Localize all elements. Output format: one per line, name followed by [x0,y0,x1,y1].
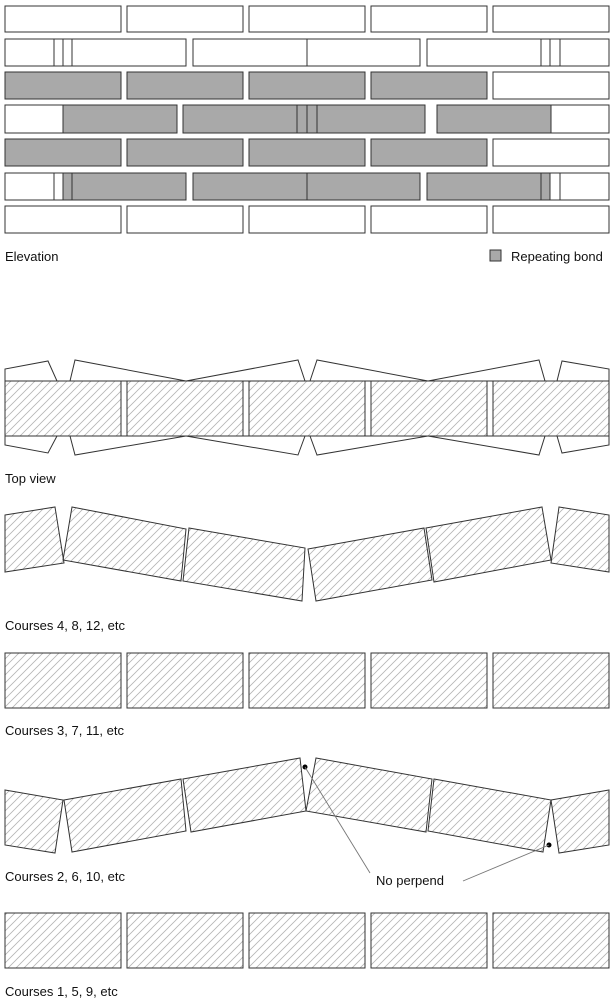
brick [127,206,243,233]
brick [183,758,306,832]
brick [493,913,609,968]
brick [5,653,121,708]
elevation-course-4 [5,105,609,133]
brick [5,206,121,233]
course-3-label: Courses 3, 7, 11, etc [5,723,124,738]
brick-repeating [127,139,243,166]
brick [308,528,432,601]
course-4-plan [5,507,609,633]
brick-repeating [249,72,365,99]
brick [5,381,121,436]
brick-repeating [371,139,487,166]
brick [427,39,609,66]
brick [127,653,243,708]
brick [371,6,487,32]
elevation-course-1 [5,206,609,233]
brick [493,72,609,99]
brick [5,507,64,572]
elevation-view [5,6,609,264]
brick-repeating [183,105,425,133]
top-view [5,360,609,486]
brick [371,913,487,968]
brick [493,381,609,436]
brick [371,206,487,233]
brick-repeating [5,72,121,99]
course-2-label: Courses 2, 6, 10, etc [5,869,125,884]
elevation-course-7 [5,6,609,32]
elevation-course-5 [5,72,609,99]
course-1-plan [5,913,609,999]
brick [249,913,365,968]
course-2-plan [5,758,609,888]
elevation-course-6 [5,39,609,66]
brick [64,779,186,852]
brick-repeating [63,173,186,200]
brick [371,653,487,708]
course-4-label: Courses 4, 8, 12, etc [5,618,125,633]
elevation-label: Elevation [5,249,59,264]
brick-repeating [127,72,243,99]
elevation-course-3 [5,139,609,166]
brick [249,6,365,32]
legend-label: Repeating bond [511,249,603,264]
brick-repeating [437,105,551,133]
brick [493,139,609,166]
brick [249,653,365,708]
brick [5,913,121,968]
brick [551,790,609,853]
brick [183,528,305,601]
brick [249,206,365,233]
brick [127,913,243,968]
brick [551,507,609,572]
brick-repeating [371,72,487,99]
brick [127,381,243,436]
brick [493,206,609,233]
brick [426,507,551,582]
top-view-label: Top view [5,471,56,486]
brick [428,779,551,852]
brick [493,6,609,32]
brick [5,39,186,66]
brick [371,381,487,436]
brick [249,381,365,436]
brick [5,790,63,853]
brick-repeating [5,139,121,166]
elevation-course-2 [5,173,609,200]
brick-repeating [63,105,177,133]
brick-repeating [427,173,550,200]
no-perpend-label: No perpend [376,873,444,888]
course-1-label: Courses 1, 5, 9, etc [5,984,118,999]
brick [5,6,121,32]
brick [493,653,609,708]
brick [63,507,186,581]
course-3-plan [5,653,609,738]
brick [127,6,243,32]
brick [306,758,432,832]
legend-swatch [490,250,501,261]
brick-repeating [249,139,365,166]
